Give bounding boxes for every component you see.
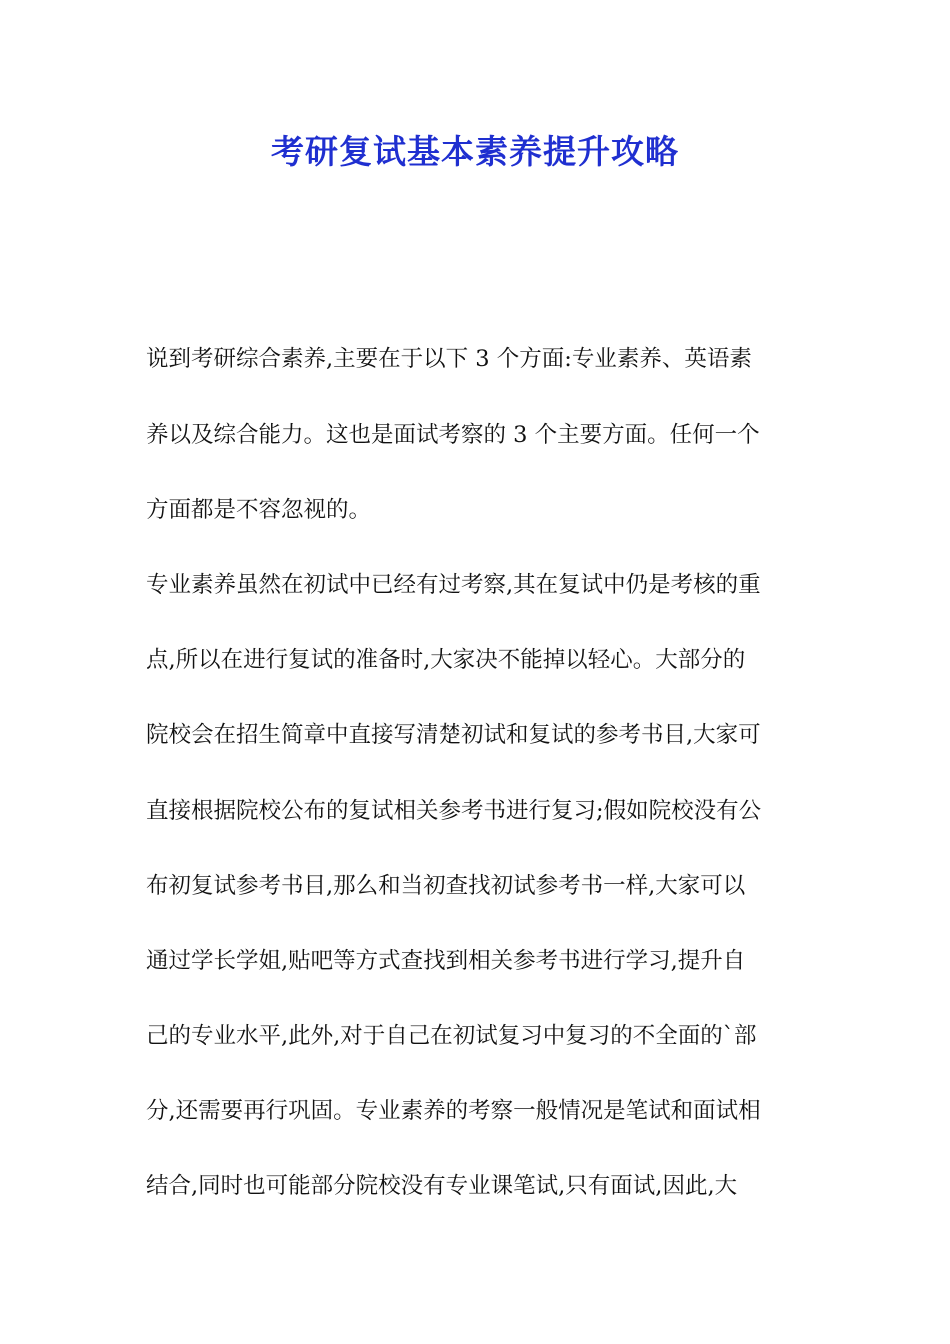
paragraph-line: 分,还需要再行巩固。专业素养的考察一般情况是笔试和面试相 — [146, 1098, 761, 1124]
paragraph-line: 方面都是不容忽视的。 — [146, 497, 372, 523]
paragraph-line: 点,所以在进行复试的准备时,大家决不能掉以轻心。大部分的 — [146, 647, 746, 673]
paragraph-line: 专业素养虽然在初试中已经有过考察,其在复试中仍是考核的重 — [146, 572, 761, 598]
paragraph-line: 布初复试参考书目,那么和当初查找初试参考书一样,大家可以 — [146, 873, 746, 899]
paragraph-line: 己的专业水平,此外,对于自己在初试复习中复习的不全面的`部 — [146, 1023, 757, 1049]
paragraph-line: 说到考研综合素养,主要在于以下 3 个方面:专业素养、英语素 — [146, 346, 752, 372]
paragraph-line: 养以及综合能力。这也是面试考察的 3 个主要方面。任何一个 — [146, 422, 760, 448]
paragraph-line: 结合,同时也可能部分院校没有专业课笔试,只有面试,因此,大 — [146, 1173, 738, 1199]
paragraph-line: 直接根据院校公布的复试相关参考书进行复习;假如院校没有公 — [146, 798, 762, 824]
paragraph-line: 院校会在招生简章中直接写清楚初试和复试的参考书目,大家可 — [146, 722, 761, 748]
paragraph-line: 通过学长学姐,贴吧等方式查找到相关参考书进行学习,提升自 — [146, 948, 746, 974]
document-title: 考研复试基本素养提升攻略 — [271, 132, 679, 171]
